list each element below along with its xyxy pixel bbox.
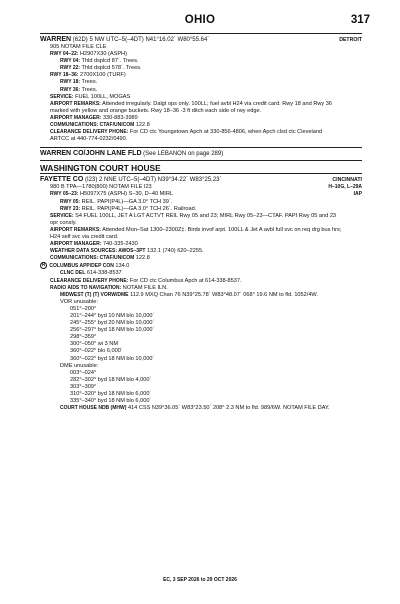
vor-restriction-line: 300°–050° wi 3 NM <box>70 341 119 348</box>
runway-line: RWY 18–36: 2700X100 (TURF) <box>50 72 126 79</box>
directory-content <box>40 36 362 412</box>
elevation-line: 905 NOTAM FILE CLE <box>50 44 107 50</box>
page-number: 317 <box>350 14 370 26</box>
runway-line: RWY 05–23: H5097X75 (ASPH) S–30, D–40 MIRL <box>50 191 173 198</box>
vor-unusable-header: DME unusable: <box>60 362 99 369</box>
region-label: DETROIT <box>339 37 362 43</box>
section-divider <box>40 160 362 161</box>
ndb-info: COURT HOUSE NDB (MHW) 414 CSS N39°36.05´ W83°23.50´ 208° 2.3 NM to fld. 989/6W. NOTAM FILE DAY. <box>60 405 330 412</box>
chart-reference: H–10G, L–29A <box>328 184 362 191</box>
runway-line: RWY 04–22: H2907X30 (ASPH) <box>50 51 127 58</box>
airport-remarks: AIRPORT REMARKS: Attended Mon–Sat 1300–2300Z‡. Birds invof arpt. 100LL & Jet A avbl full svc on req drg bus hrs; H24 self svc via credit card. <box>50 226 342 240</box>
vor-restriction-line: 003°–024° <box>70 369 97 376</box>
runway-line: RWY 23: REIL. PAPI(P4L)—GA 3.0° TCH 26´. Railroad. <box>60 205 197 212</box>
page-header-title: OHIO <box>184 14 216 26</box>
runway-line: RWY 04: Thld dsplcd 87´. Trees. <box>60 58 139 65</box>
airport-name: FAYETTE CO <box>40 176 84 184</box>
page-footer: EC, 3 SEP 2026 to 29 OCT 2026 <box>163 577 237 583</box>
warren-entry-header <box>40 36 362 44</box>
elevation-line: 980 B TPA—1780(800) NOTAM FILE I23 <box>50 184 152 191</box>
airport-manager: AIRPORT MANAGER: 740-335-2430 <box>50 241 138 248</box>
vor-restriction-line: 201°–244° byd 10 NM blo 10,000´ <box>70 312 155 319</box>
radio-aids: RADIO AIDS TO NAVIGATION: NOTAM FILE ILN. <box>50 284 168 291</box>
runway-list <box>40 191 362 212</box>
airport-header-info: (I23) 2 NNE UTC–5(–4DT) N39°34.22´ W83°25.23´ <box>83 177 222 184</box>
vor-restriction-line: 282°–302° byd 18 NM blo 4,000´ <box>70 376 152 383</box>
weather-sources: WEATHER DATA SOURCES: AWOS–3PT 132.1 (740) 620–2255. <box>50 248 204 255</box>
communications: COMMUNICATIONS: CTAF/UNICOM 122.8 <box>50 122 150 129</box>
iap-label: IAP <box>353 191 362 198</box>
airport-manager: AIRPORT MANAGER: 330-883-3989 <box>50 114 138 121</box>
section-divider <box>40 147 362 148</box>
vor-restriction-line: 303°–309° <box>70 383 97 390</box>
runway-line: RWY 18: Trees. <box>60 79 98 86</box>
vor-restriction-line: 360°–022° byd 18 NM blo 10,000´ <box>70 355 155 362</box>
clearance-delivery: CLEARANCE DELIVERY PHONE: For CD ctc Youngstown Apch at 330-856-4806, when Apch clsd ctc Cleveland ARTCC at 440-774-0232/0490. <box>50 129 323 143</box>
city-rule <box>40 173 362 174</box>
vor-restriction-line: 298°–359° <box>70 334 97 341</box>
header-rule <box>40 33 362 34</box>
vor-restriction-line: 360°–022° blo 6,000´ <box>70 348 123 355</box>
clearance-delivery-freq: CLNC DEL 614-338-8537 <box>60 270 122 277</box>
city-heading: WASHINGTON COURT HOUSE <box>40 163 161 174</box>
vor-restriction-line: 256°–297° byd 18 NM blo 10,000´ <box>70 327 155 334</box>
r-circle-icon: R <box>41 262 46 269</box>
fayette-entry-header <box>40 176 362 184</box>
communications: COMMUNICATIONS: CTAF/UNICOM 122.8 <box>50 255 150 262</box>
runway-line: RWY 36: Trees. <box>60 86 98 93</box>
vor-restriction-line: 310°–320° byd 18 NM blo 6,000´ <box>70 391 152 398</box>
vor-restriction-line: 051°–200° <box>70 305 97 312</box>
airport-header-info: (62D) 5 NW UTC–5(–4DT) N41°16.02´ W80°55.64´ <box>71 37 210 43</box>
approach-control: R COLUMBUS APP/DEP CON 134.0 <box>41 262 130 270</box>
warren-co-entry: WARREN CO/JOHN LANE FLD (See LEBANON on page 289) <box>40 150 224 158</box>
runway-line: RWY 05: REIL. PAPI(P4L)—GA 3.0° TCH 39´. <box>60 198 173 205</box>
clearance-delivery: CLEARANCE DELIVERY PHONE: For CD ctc Columbus Apch at 614-338-8537. <box>50 277 242 284</box>
runway-list <box>40 51 362 101</box>
region-label: CINCINNATI <box>332 177 362 184</box>
service-info: SERVICE: S4 FUEL 100LL, JET A LGT ACTVT REIL Rwy 05 and 23; MIRL Rwy 05–23—CTAF. PAPI Rwy 05 and 23 opr consly. <box>50 212 337 226</box>
vor-restriction-line: 245°–255° byd 20 NM blo 10,000´ <box>70 320 155 327</box>
vor-unusable-header: VOR unusable: <box>60 298 98 305</box>
vor-restrictions <box>40 299 362 405</box>
runway-line: SERVICE: FUEL 100LL, MOGAS <box>50 93 131 100</box>
airport-remarks: AIRPORT REMARKS: Attended irregularly. Dalgt ops only. 100LL; fuel avbl H24 via credit card. Rwy 18 and Rwy 36 marked with yellow and orange buckets. Rwy 18–36 -3 ft ditch each side of rwy edge. <box>50 100 332 114</box>
airport-name: WARREN <box>40 36 72 43</box>
vor-restriction-line: 335°–340° byd 18 NM blo 6,000´ <box>70 398 152 405</box>
vor-info: MIDWEST (T) (T) VORW/DME 112.9 MXQ Chan 76 N39°25.78´ W83°48.07´ 068° 19.6 NM to fld. 1052/4W. <box>60 291 318 298</box>
runway-line: RWY 22: Thld dsplcd 578´. Trees. <box>60 65 142 72</box>
